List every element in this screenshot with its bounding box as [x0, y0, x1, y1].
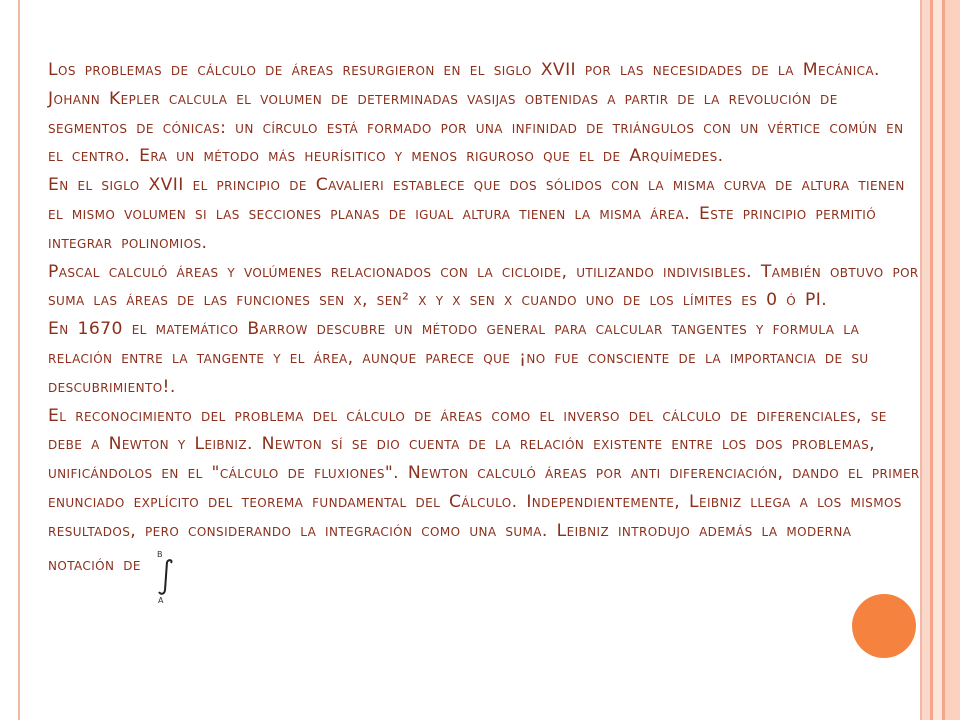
stripe [922, 0, 930, 720]
paragraph-barrow: En 1670 el matemático Barrow descubre un método general para calcular tangentes y formula la relación entre la tangente y el área, aunque parece que ¡no fue consciente de la importancia de su descubrimiento!. [48, 319, 869, 397]
orange-circle-decoration [852, 594, 916, 658]
paragraph-pascal: Pascal calculó áreas y volúmenes relacionados con la cicloide, utilizando indivisibles. También obtuvo por suma las áreas de las funciones sen x, sen² x y x sen x cuando uno de los límites es 0 ó PI. [48, 261, 919, 311]
integral-lower-limit: a [157, 591, 164, 604]
stripe [945, 0, 960, 720]
integral-sign [159, 560, 172, 594]
integral-symbol-svg [155, 546, 177, 604]
stripe [933, 0, 942, 720]
integral-upper-limit: b [156, 545, 163, 560]
paragraph-cavalieri: En el siglo XVII el principio de Cavalieri establece que dos sólidos con la misma curva de altura tienen el mismo volumen si las secciones planas de igual altura tienen la misma área. Este principio permitió integrar polinomios. [48, 175, 905, 253]
decorative-stripes [922, 0, 960, 720]
paragraph-kepler: Los problemas de cálculo de áreas resurgieron en el siglo XVII por las necesidades de la Mecánica. Johann Kepler calcula el volumen de determinadas vasijas obtenidas a partir de la revolución de segmentos de cónicas: un círculo está formado por una infinidad de triángulos con un vértice común en el centro. Era un método más heurísitico y menos riguroso que el de Arquímedes. [48, 60, 904, 167]
paragraph-newton-leibniz-text: El reconocimiento del problema del cálculo de áreas como el inverso del cálculo de diferenciales, se debe a Newton y Leibniz. Newton sí se dio cuenta de la relación existente entre los dos problemas, unificándolos en el "cálculo de fluxiones". Newton calculó áreas por anti diferenciación, dando el primer enunciado explícito del teorema fundamental del Cálculo. Independientemente, Leibniz llega a los mismos resultados, pero considerando la integración como una suma. Leibniz introdujo además la moderna notación de [48, 405, 920, 575]
paragraph-newton-leibniz [48, 402, 920, 604]
slide-body-text [48, 56, 920, 604]
integral-symbol-icon [155, 546, 177, 604]
